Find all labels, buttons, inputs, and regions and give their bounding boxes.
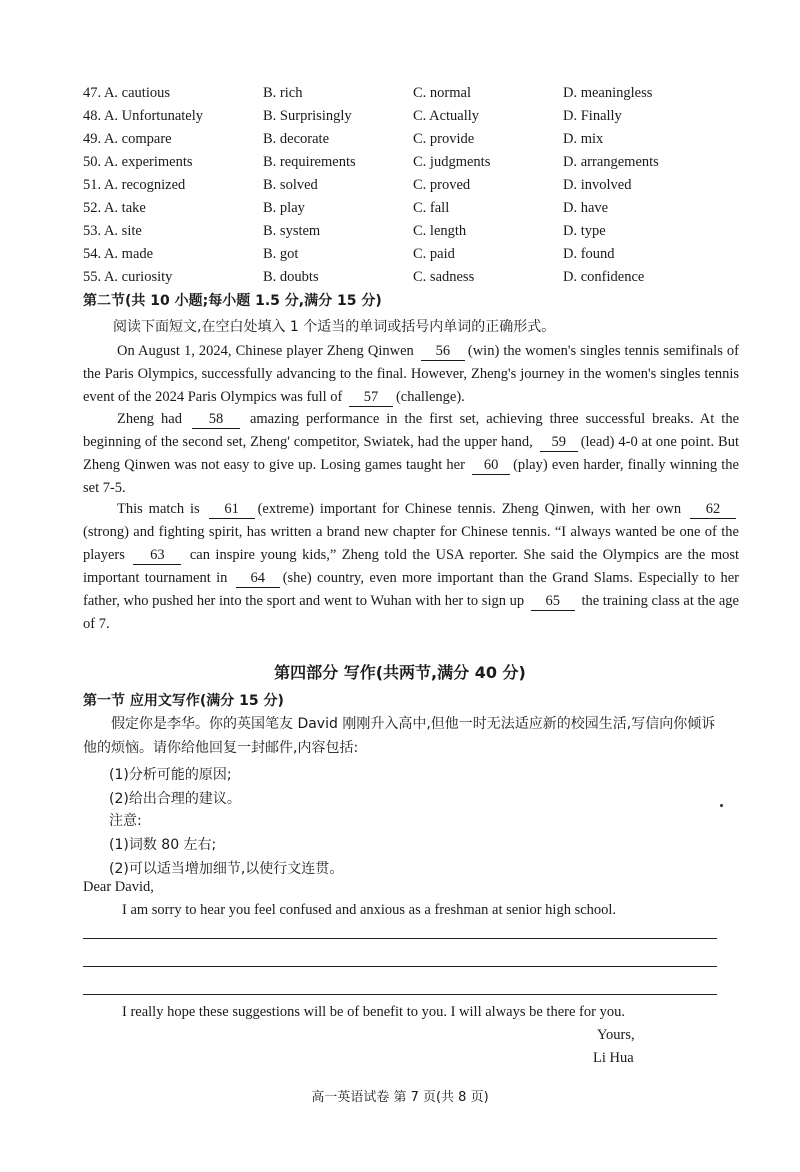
note-item-1: (1)词数 80 左右; xyxy=(109,837,217,853)
passage-text: Zheng had xyxy=(117,411,182,427)
passage-text: (play) even harder, finally winning the set 7-5. xyxy=(83,457,739,496)
option-c: C. judgments xyxy=(413,154,491,170)
option-d: D. involved xyxy=(563,177,632,193)
passage-text: (lead) 4-0 at one point. But Zheng Qinwen was not easy to give up. Losing games taught her xyxy=(83,434,740,473)
passage-text: This match is xyxy=(117,501,200,517)
writing-line[interactable] xyxy=(83,938,717,939)
passage-text: (win) the women's singles tennis semifinals of the Paris Olympics, successfully advancing to the final. However, Zheng's journey in the women's singles tennis event of the 2024 Paris Olympics was full of xyxy=(83,343,740,405)
option-c: C. sadness xyxy=(413,269,475,285)
option-d: D. have xyxy=(563,200,609,216)
writing-prompt xyxy=(83,712,723,760)
option-d: D. found xyxy=(563,246,615,262)
option-a: 47. A. cautious xyxy=(83,85,170,101)
passage-text: can inspire young kids,” Zheng told the USA reporter. She said the Olympics are the most important tournament in xyxy=(83,547,740,586)
passage-paragraph-2 xyxy=(83,408,739,500)
writing-prompt-text: 假定你是李华。你的英国笔友 David 刚刚升入高中,但他一时无法适应新的校园生活,写信向你倾诉他的烦恼。请你给他回复一封邮件,内容包括: xyxy=(83,716,716,756)
stray-mark xyxy=(720,804,723,807)
option-row xyxy=(83,197,723,220)
section2-heading: 第二节(共 10 小题;每小题 1.5 分,满分 15 分) xyxy=(83,293,382,309)
option-c: C. length xyxy=(413,223,467,239)
option-b: B. got xyxy=(263,246,299,262)
prompt-item-2: (2)给出合理的建议。 xyxy=(109,791,241,807)
letter-closing: I really hope these suggestions will be of benefit to you. I will always be there for you. xyxy=(122,1004,625,1020)
option-row xyxy=(83,82,723,105)
option-a: 48. A. Unfortunately xyxy=(83,108,204,124)
prompt-item-1: (1)分析可能的原因; xyxy=(109,767,232,783)
section2-instruction: 阅读下面短文,在空白处填入 1 个适当的单词或括号内单词的正确形式。 xyxy=(113,319,556,335)
option-d: D. confidence xyxy=(563,269,645,285)
option-row xyxy=(83,174,723,197)
blank-58[interactable]: 58 xyxy=(192,410,240,429)
page-footer: 高一英语试卷 第 7 页(共 8 页) xyxy=(311,1090,489,1105)
option-row xyxy=(83,151,723,174)
blank-59[interactable]: 59 xyxy=(540,433,578,452)
option-c: C. proved xyxy=(413,177,471,193)
option-c: C. Actually xyxy=(413,108,480,124)
option-a: 51. A. recognized xyxy=(83,177,186,193)
note-label: 注意: xyxy=(109,813,142,829)
option-d: D. type xyxy=(563,223,606,239)
option-c: C. normal xyxy=(413,85,471,101)
passage-paragraph-3 xyxy=(83,498,739,636)
option-b: B. decorate xyxy=(263,131,330,147)
option-row xyxy=(83,128,723,151)
letter-greeting: Dear David, xyxy=(83,879,154,895)
option-row xyxy=(83,220,723,243)
passage-text: amazing performance in the first set, achieving three successful breaks. At the beginning of the second set, Zheng' competitor, Swiatek, had the upper hand, xyxy=(83,411,740,450)
blank-62[interactable]: 62 xyxy=(690,500,736,519)
option-row xyxy=(83,243,723,266)
option-a: 54. A. made xyxy=(83,246,154,262)
passage-text: On August 1, 2024, Chinese player Zheng Qinwen xyxy=(117,343,414,359)
part4-title: 第四部分 写作(共两节,满分 40 分) xyxy=(274,663,526,682)
option-a: 53. A. site xyxy=(83,223,142,239)
letter-yours: Yours, xyxy=(597,1027,635,1043)
letter-opening: I am sorry to hear you feel confused and anxious as a freshman at senior high school. xyxy=(122,902,617,918)
blank-57[interactable]: 57 xyxy=(349,388,393,407)
option-row xyxy=(83,266,723,289)
option-d: D. meaningless xyxy=(563,85,653,101)
option-d: D. mix xyxy=(563,131,604,147)
option-c: C. fall xyxy=(413,200,450,216)
blank-64[interactable]: 64 xyxy=(236,569,280,588)
option-b: B. requirements xyxy=(263,154,356,170)
blank-63[interactable]: 63 xyxy=(133,546,181,565)
blank-56[interactable]: 56 xyxy=(421,342,465,361)
note-item-2: (2)可以适当增加细节,以使行文连贯。 xyxy=(109,861,344,877)
writing-line[interactable] xyxy=(83,994,717,995)
option-b: B. doubts xyxy=(263,269,319,285)
passage-text: (she) country, even more important than the Grand Slams. Especially to her father, who pushed her into the sport and went to Wuhan with her to sign up xyxy=(83,570,740,609)
passage-text: the training class at the age of 7. xyxy=(83,593,739,632)
option-a: 49. A. compare xyxy=(83,131,172,147)
writing-line[interactable] xyxy=(83,966,717,967)
blank-61[interactable]: 61 xyxy=(209,500,255,519)
option-d: D. Finally xyxy=(563,108,622,124)
option-d: D. arrangements xyxy=(563,154,659,170)
options-table xyxy=(83,82,723,289)
option-a: 52. A. take xyxy=(83,200,146,216)
passage-text: (extreme) important for Chinese tennis. Zheng Qinwen, with her own xyxy=(257,501,682,517)
option-c: C. paid xyxy=(413,246,455,262)
letter-signature: Li Hua xyxy=(593,1050,634,1066)
option-c: C. provide xyxy=(413,131,475,147)
option-row xyxy=(83,105,723,128)
passage-paragraph-1 xyxy=(83,340,739,409)
option-a: 55. A. curiosity xyxy=(83,269,173,285)
passage-text: (strong) and fighting spirit, has written a brand new chapter for Chinese tennis. “I always wanted be one of the players xyxy=(83,524,739,563)
passage-text: (challenge). xyxy=(395,389,465,405)
option-b: B. system xyxy=(263,223,321,239)
writing-section1-heading: 第一节 应用文写作(满分 15 分) xyxy=(83,693,284,709)
option-b: B. play xyxy=(263,200,305,216)
option-b: B. Surprisingly xyxy=(263,108,352,124)
option-a: 50. A. experiments xyxy=(83,154,193,170)
blank-60[interactable]: 60 xyxy=(472,456,510,475)
option-b: B. rich xyxy=(263,85,303,101)
option-b: B. solved xyxy=(263,177,318,193)
blank-65[interactable]: 65 xyxy=(531,592,575,611)
